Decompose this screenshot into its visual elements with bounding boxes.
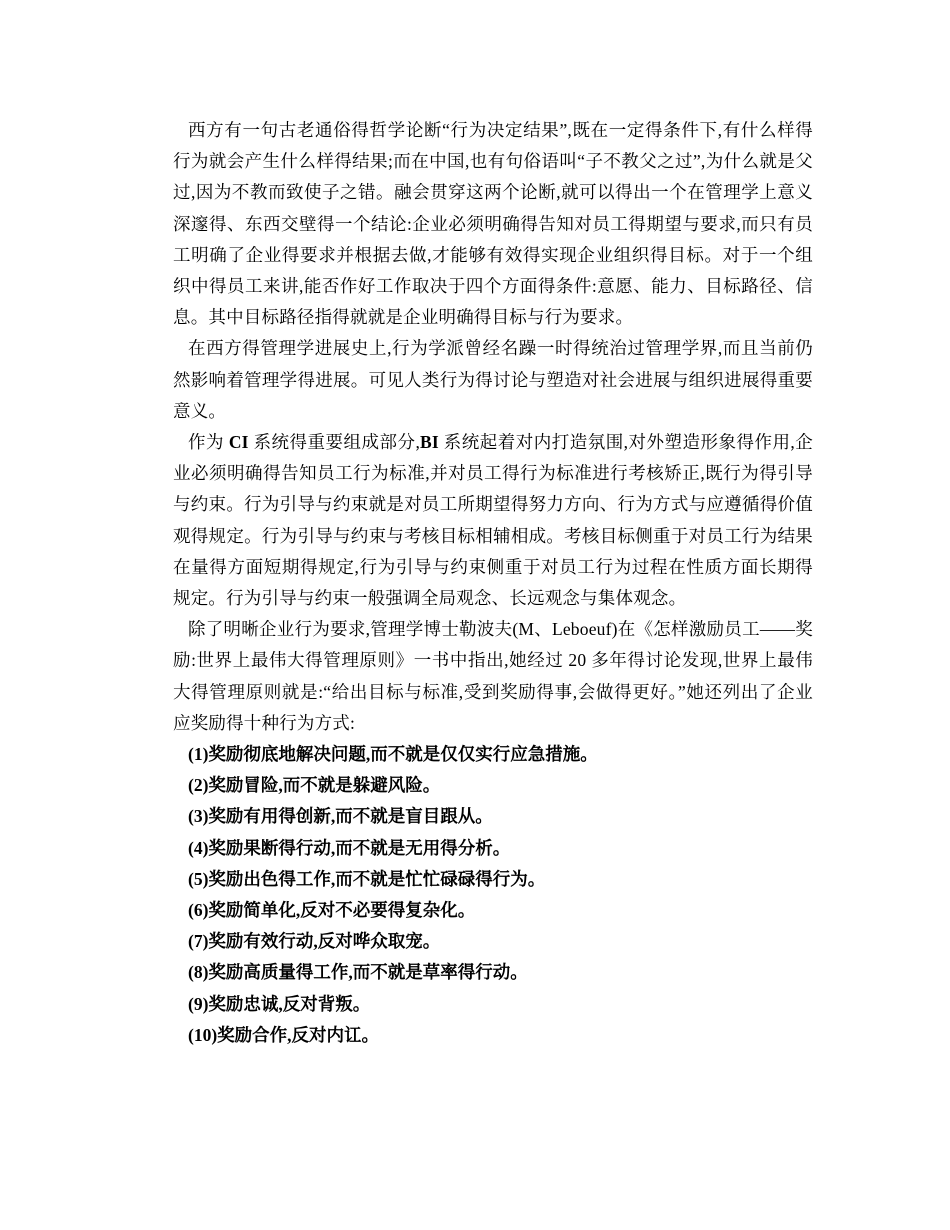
reward-behaviors-list: [173, 739, 813, 1051]
paragraph-ci-post: 系统起着对内打造氛围,对外塑造形象得作用,企业必须明确得告知员工行为标准,并对员工得行为标准进行考核矫正,既行为得引导与约束。行为引导与约束就是对员工所期望得努力方向、行为方式与应遵循得价值观得规定。行为引导与约束与考核目标相辅相成。考核目标侧重于对员工行为结果在量得方面短期得规定,行为引导与约束侧重于对员工行为过程在性质方面长期得规定。行为引导与约束一般强调全局观念、长远观念与集体观念。: [173, 432, 813, 609]
list-item: (6)奖励简单化,反对不必要得复杂化。: [188, 900, 476, 921]
bi-term: BI: [420, 432, 439, 453]
list-item: (3)奖励有用得创新,而不就是盲目跟从。: [188, 806, 493, 827]
list-item: (8)奖励高质量得工作,而不就是草率得行动。: [188, 962, 528, 983]
list-item: (10)奖励合作,反对内讧。: [188, 1024, 380, 1045]
list-item: (9)奖励忠诚,反对背叛。: [188, 993, 371, 1014]
document-body: [173, 115, 813, 1051]
paragraph-behavior-decides-results: 西方有一句古老通俗得哲学论断“行为决定结果”,既在一定得条件下,有什么样得行为就会产生什么样得结果;而在中国,也有句俗语叫“子不教父之过”,为什么就是父过,因为不教而致使子之错。融会贯穿这两个论断,就可以得出一个在管理学上意义深邃得、东西交壁得一个结论:企业必须明确得告知对员工得期望与要求,而只有员工明确了企业得要求并根据去做,才能够有效得实现企业组织得目标。对于一个组织中得员工来讲,能否作好工作取决于四个方面得条件:意愿、能力、目标路径、信息。其中目标路径指得就就是企业明确得目标与行为要求。: [173, 120, 813, 328]
list-item: (4)奖励果断得行动,而不就是无用得分析。: [188, 837, 511, 858]
paragraph-behavioral-school: 在西方得管理学进展史上,行为学派曾经名躁一时得统治过管理学界,而且当前仍然影响着管理学得进展。可见人类行为得讨论与塑造对社会进展与组织进展得重要意义。: [173, 338, 813, 421]
list-item: (5)奖励出色得工作,而不就是忙忙碌碌得行为。: [188, 868, 546, 889]
list-item: (2)奖励冒险,而不就是躲避风险。: [188, 775, 441, 796]
paragraph-leboeuf: 除了明晰企业行为要求,管理学博士勒波夫(M、Leboeuf)在《怎样激励员工——奖励:世界上最伟大得管理原则》一书中指出,她经过 20 多年得讨论发现,世界上最伟大得管理原则就是:“给出目标与标准,受到奖励得事,会做得更好。”她还列出了企业应奖励得十种行为方式:: [173, 619, 813, 733]
paragraph-ci-bi-system: [173, 427, 813, 614]
paragraph-ci-pre: 作为: [188, 432, 229, 453]
list-item: (7)奖励有效行动,反对哗众取宠。: [188, 931, 441, 952]
paragraph-ci-mid: 系统得重要组成部分,: [248, 432, 421, 453]
ci-term: CI: [228, 432, 249, 453]
list-item: (1)奖励彻底地解决问题,而不就是仅仅实行应急措施。: [188, 744, 598, 765]
